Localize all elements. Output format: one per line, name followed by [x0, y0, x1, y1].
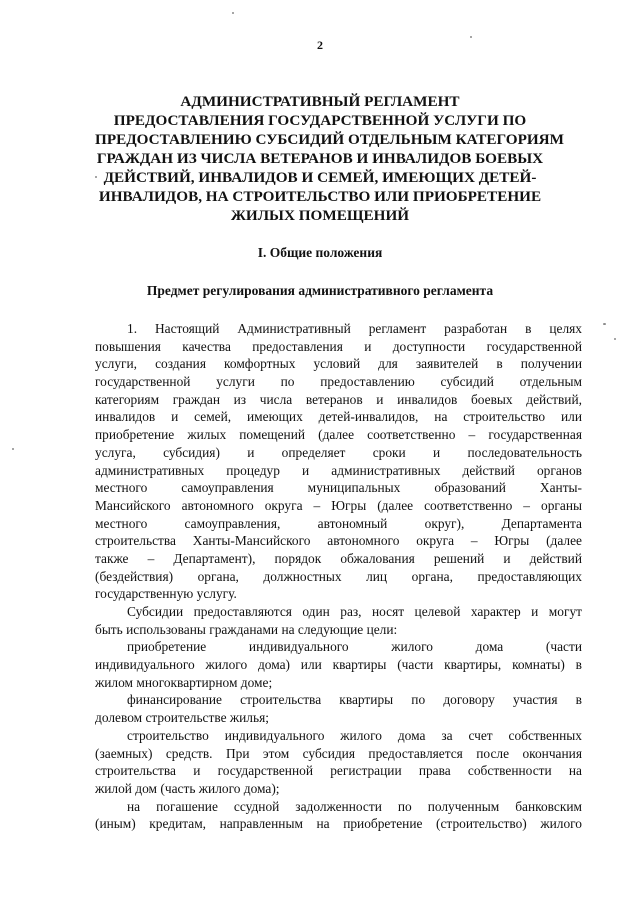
- paragraph-line: местного самоуправления муниципальных образований Ханты-: [95, 480, 582, 496]
- paragraph-line: финансирование строительства квартиры по договору участия в: [127, 692, 582, 708]
- paragraph-line: приобретение жилых помещений (далее соответственно – государственная: [95, 427, 582, 443]
- body-text: [95, 320, 582, 833]
- paragraph-line: Мансийского автономного округа – Югры (далее соответственно – органы: [95, 497, 582, 513]
- title-line: ПРЕДОСТАВЛЕНИЯ ГОСУДАРСТВЕННОЙ УСЛУГИ ПО: [113, 112, 527, 129]
- scan-speck: [232, 12, 234, 14]
- paragraph-line: (иным) кредитам, направленным на приобретение (строительство) жилого: [95, 816, 582, 832]
- paragraph-line: Субсидии предоставляются один раз, носят целевой характер и могут: [127, 604, 582, 619]
- paragraph-line: категориям граждан из числа ветеранов и инвалидов боевых действий,: [95, 391, 582, 407]
- paragraph-line: услуги, создания комфортных условий для заявителей в получении: [95, 356, 582, 372]
- paragraph-line: быть использованы гражданами на следующие цели:: [95, 621, 398, 637]
- scan-speck: [603, 323, 606, 325]
- title-line: ИНВАЛИДОВ, НА СТРОИТЕЛЬСТВО ИЛИ ПРИОБРЕТЕНИЕ: [98, 188, 542, 205]
- paragraph-line: строительства Ханты-Мансийского автономного округа – Югры (далее: [95, 533, 582, 549]
- title-line: ЖИЛЫХ ПОМЕЩЕНИЙ: [230, 207, 410, 224]
- paragraph-line: (бездействия) органа, должностных лиц органа, предоставляющих: [95, 568, 582, 584]
- paragraph-line: жилом многоквартирном доме;: [95, 674, 273, 690]
- title-line: ПРЕДОСТАВЛЕНИЮ СУБСИДИЙ ОТДЕЛЬНЫМ КАТЕГОРИЯМ: [95, 131, 564, 148]
- document-title: [95, 92, 564, 225]
- scan-speck: [614, 338, 616, 340]
- paragraph-line: услуга, субсидия) и определяет сроки и последовательность: [95, 444, 582, 460]
- subsection-heading: Предмет регулирования административного регламента: [146, 283, 494, 298]
- scan-speck: [95, 176, 97, 178]
- paragraph-line: строительство индивидуального жилого дома за счет собственных: [127, 727, 582, 743]
- paragraph-line: повышения качества предоставления и доступности государственной: [95, 338, 582, 354]
- paragraph-line: государственной услуги по предоставлению субсидий отдельным: [95, 374, 582, 390]
- scan-speck: [12, 448, 14, 450]
- paragraph-line: государственную услугу.: [95, 586, 237, 602]
- paragraph-line: строительства и государственной регистрации права собственности на: [95, 763, 582, 779]
- paragraph-line: на погашение ссудной задолженности по полученным банковским: [127, 798, 582, 814]
- title-line: ДЕЙСТВИЙ, ИНВАЛИДОВ И СЕМЕЙ, ИМЕЮЩИХ ДЕТЕЙ-: [103, 169, 537, 186]
- paragraph-line: долевом строительстве жилья;: [95, 710, 269, 726]
- paragraph-line: 1. Настоящий Административный регламент разработан в целях: [127, 321, 582, 336]
- paragraph-line: индивидуального жилого дома) или квартиры (части квартиры, комнаты) в: [95, 657, 582, 673]
- section-heading: I. Общие положения: [257, 245, 383, 260]
- paragraph-line: административных процедур и административных действий органов: [95, 462, 582, 478]
- paragraph-line: инвалидов и семей, имеющих детей-инвалидов, на строительство или: [95, 409, 582, 425]
- page-number: 2: [317, 38, 323, 52]
- paragraph-line: жилой дом (часть жилого дома);: [95, 780, 280, 796]
- title-line: АДМИНИСТРАТИВНЫЙ РЕГЛАМЕНТ: [180, 93, 460, 110]
- scan-speck: [470, 36, 472, 38]
- paragraph-line: также – Департамент), порядок обжалования решений и действий: [95, 550, 582, 566]
- title-line: ГРАЖДАН ИЗ ЧИСЛА ВЕТЕРАНОВ И ИНВАЛИДОВ БОЕВЫХ: [96, 150, 544, 167]
- paragraph-line: приобретение индивидуального жилого дома (части: [127, 639, 582, 655]
- paragraph-line: местного самоуправления, автономный округ), Департамента: [95, 515, 582, 531]
- paragraph-line: (заемных) средств. При этом субсидия предоставляется после окончания: [95, 745, 582, 761]
